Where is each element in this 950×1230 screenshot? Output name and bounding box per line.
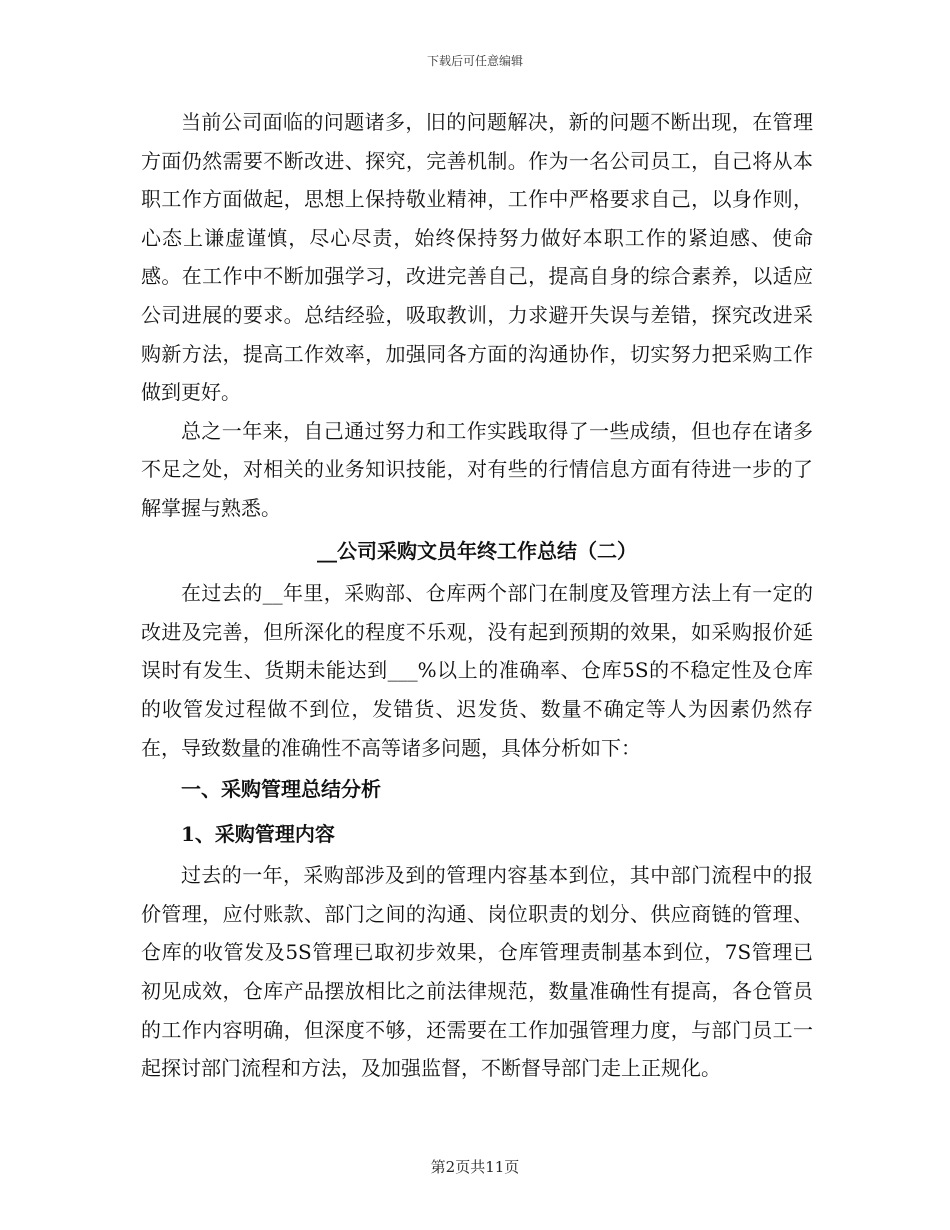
paragraph-3: 在过去的__年里，采购部、仓库两个部门在制度及管理方法上有一定的改进及完善，但所深化的程度不乐观，没有起到预期的效果，如采购报价延误时有发生、货期未能达到___%以上的准确率、仓库5S的不稳定性及仓库的收管发过程做不到位，发错货、迟发货、数量不确定等人为因素仍然存在，导致数量的准确性不高等诸多问题，具体分析如下： — [141, 581, 813, 760]
paragraph-4: 过去的一年，采购部涉及到的管理内容基本到位，其中部门流程中的报价管理，应付账款、部门之间的沟通、岗位职责的划分、供应商链的管理、仓库的收管发及5S管理已取初步效果，仓库管理责制基本到位，7S管理已初见成效，仓库产品摆放相比之前法律规范，数量准确性有提高，各仓管员的工作内容明确，但深度不够，还需要在工作加强管理力度，与部门员工一起探讨部门流程和方法，及加强监督，不断督导部门走上正规化。 — [141, 863, 813, 1081]
paragraph-2: 总之一年来，自己通过努力和工作实践取得了一些成绩，但也存在诸多不足之处，对相关的业务知识技能，对有些的行情信息方面有待进一步的了解掌握与熟悉。 — [141, 418, 813, 520]
section-title: __公司采购文员年终工作总结（二） — [317, 538, 637, 563]
page-footer-number: 第2页共11页 — [430, 1158, 520, 1176]
page-header-note: 下载后可任意编辑 — [426, 54, 523, 68]
document-body — [141, 103, 813, 1088]
heading-2: 1、采购管理内容 — [181, 821, 335, 846]
paragraph-1: 当前公司面临的问题诸多，旧的问题解决，新的问题不断出现，在管理方面仍然需要不断改进、探究，完善机制。作为一名公司员工，自己将从本职工作方面做起，思想上保持敬业精神，工作中严格要求自己，以身作则，心态上谦虚谨慎，尽心尽责，始终保持努力做好本职工作的紧迫感、使命感。在工作中不断加强学习，改进完善自己，提高自身的综合素养，以适应公司进展的要求。总结经验，吸取教训，力求避开失误与差错，探究改进采购新方法，提高工作效率，加强同各方面的沟通协作，切实努力把采购工作做到更好。 — [141, 110, 813, 405]
heading-1: 一、采购管理总结分析 — [181, 777, 381, 802]
